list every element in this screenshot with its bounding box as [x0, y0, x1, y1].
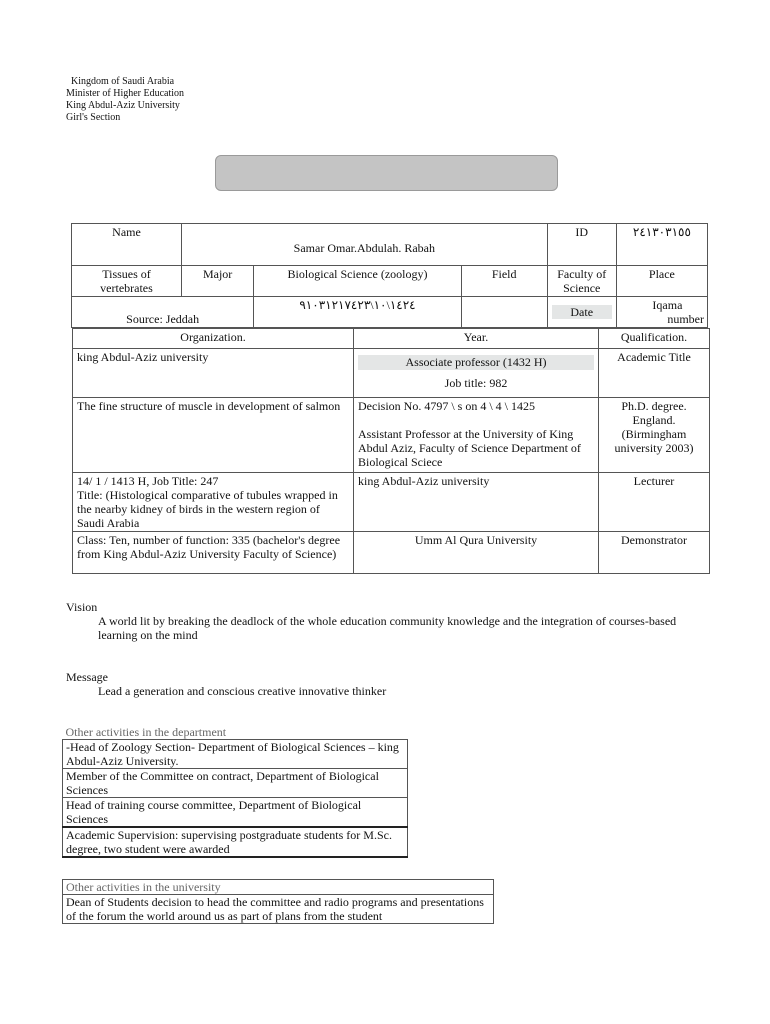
list-item — [63, 895, 494, 924]
date-value: ١٤٢٤\١٠\٩١٠٣١٢١٧٤٢٣ — [254, 297, 461, 328]
iqama-label-2: number — [667, 312, 704, 326]
major-value: Biological Science (zoology) — [254, 266, 461, 297]
message-text: Lead a generation and conscious creative innovative thinker — [98, 684, 387, 698]
iqama-label-1: Iqama — [652, 298, 683, 312]
col-header-qualification: Qualification. — [599, 329, 710, 349]
place-label: Place — [616, 266, 707, 297]
major-label: Major — [182, 266, 254, 297]
cell-year-detail: Assistant Professor at the University of King Abdul Aziz, Faculty of Science Department of Biological Sciece — [358, 427, 581, 469]
empty-cell — [461, 297, 547, 328]
list-item — [63, 827, 408, 857]
source-cell: Source: Jeddah — [72, 297, 254, 328]
header-line-ministry: Minister of Higher Education — [66, 88, 185, 99]
title-banner — [215, 155, 558, 191]
header-line-section: Girl's Section — [66, 112, 121, 123]
department-activities-title: Other activities in the department — [63, 725, 408, 740]
cell-year-job: Job title: 982 — [444, 376, 508, 390]
activity-item: Academic Supervision: supervising postgraduate students for M.Sc. degree, two student were awarded — [63, 827, 408, 857]
name-label: Name — [72, 224, 182, 266]
id-label: ID — [547, 224, 616, 266]
cell-year-decision: Decision No. 4797 \ s on 4 \ 4 \ 1425 — [358, 399, 535, 413]
cell-qualification: Ph.D. degree. England. (Birmingham university 2003) — [599, 398, 710, 473]
university-activities-table — [62, 879, 494, 924]
cell-year: Umm Al Qura University — [354, 532, 599, 574]
letterhead — [66, 76, 184, 124]
activity-item: Dean of Students decision to head the committee and radio programs and presentations of the forum the world around us as part of plans from the student — [63, 895, 494, 924]
list-item — [63, 798, 408, 828]
cell-organization-title: Title: (Histological comparative of tubules wrapped in the nearby kidney of birds in the western region of Saudi Arabia — [77, 488, 338, 530]
col-header-organization: Organization. — [73, 329, 354, 349]
list-item — [63, 769, 408, 798]
activity-item: Head of training course committee, Department of Biological Sciences — [63, 798, 408, 828]
activity-item: Member of the Committee on contract, Department of Biological Sciences — [63, 769, 408, 798]
vision-label: Vision — [66, 600, 98, 614]
header-line-kingdom: Kingdom of Saudi Arabia — [71, 76, 175, 87]
header-line-university: King Abdul-Aziz University — [66, 100, 180, 111]
qualifications-table — [72, 328, 710, 574]
id-value: ٢٤١٣٠٣١٥٥ — [616, 224, 707, 266]
name-value: Samar Omar.Abdulah. Rabah — [182, 224, 548, 266]
university-activities-title: Other activities in the university — [63, 880, 494, 895]
table-row — [73, 398, 710, 473]
list-item — [63, 740, 408, 769]
cell-organization: Class: Ten, number of function: 335 (bachelor's degree from King Abdul-Aziz University Faculty of Science) — [73, 532, 354, 574]
personal-info-table — [71, 223, 708, 328]
cell-qualification: Academic Title — [599, 349, 710, 398]
table-row — [73, 349, 710, 398]
cell-year: king Abdul-Aziz university — [354, 473, 599, 532]
table-row — [73, 532, 710, 574]
vision-text-content: A world lit by breaking the deadlock of the whole education community knowledge and the integration of courses-based learning on the mind — [98, 614, 677, 642]
cell-qualification: Lecturer — [599, 473, 710, 532]
cell-year-title: Associate professor (1432 H) — [358, 355, 594, 370]
faculty-cell: Faculty of Science — [547, 266, 616, 297]
cell-organization: The fine structure of muscle in development of salmon — [73, 398, 354, 473]
table-row — [73, 473, 710, 532]
cell-organization: king Abdul-Aziz university — [73, 349, 354, 398]
department-activities-table — [62, 725, 408, 858]
field-label: Field — [461, 266, 547, 297]
col-header-year: Year. — [354, 329, 599, 349]
vision-text — [66, 614, 706, 642]
cell-organization-date: 14/ 1 / 1413 H, Job Title: 247 — [77, 474, 219, 488]
message-label: Message — [66, 670, 108, 684]
vision-section — [66, 600, 706, 698]
date-label: Date — [552, 305, 612, 319]
activity-item: -Head of Zoology Section- Department of Biological Sciences – king Abdul-Aziz University. — [63, 740, 408, 769]
tissues-cell: Tissues of vertebrates — [72, 266, 182, 297]
cell-qualification: Demonstrator — [599, 532, 710, 574]
